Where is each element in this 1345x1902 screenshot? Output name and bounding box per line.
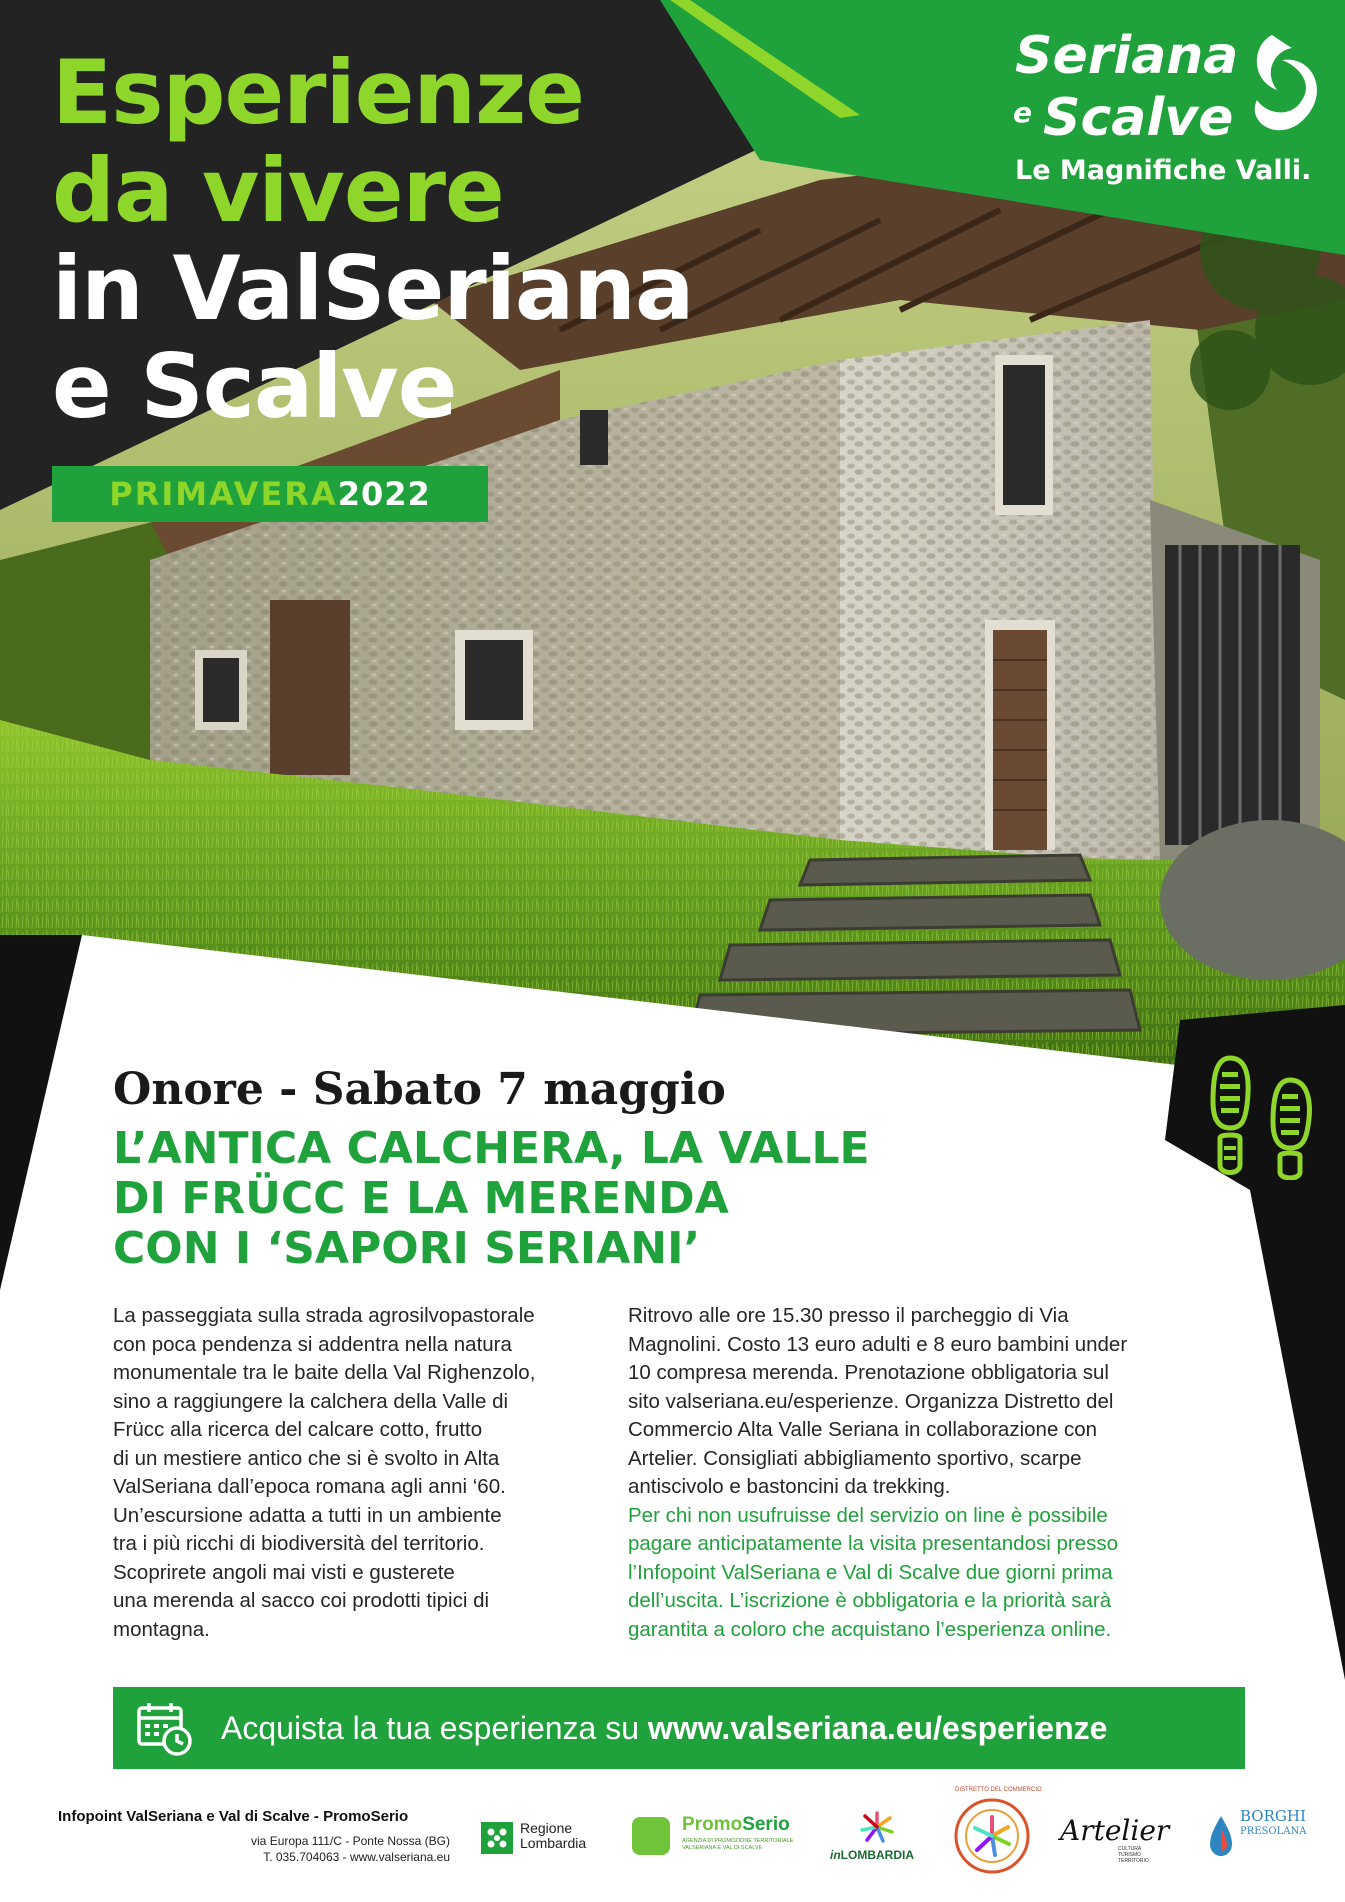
season-label: PRIMAVERA <box>109 475 338 513</box>
rosa-camuna-icon <box>481 1822 513 1854</box>
description-left-line: Frücc alla ricerca del calcare cotto, frutto <box>113 1418 483 1441</box>
description-left <box>113 1302 583 1644</box>
description-right-green-line: dell’uscita. L’iscrizione è obbligatoria e la priorità sarà <box>628 1589 1112 1612</box>
borghi-line2: PRESOLANA <box>1240 1826 1307 1837</box>
inlombardia-logo <box>830 1848 914 1862</box>
description-right-line: Ritrovo alle ore 15.30 presso il parcheggio di Via <box>628 1304 1069 1327</box>
footer-org: Infopoint ValSeriana e Val di Scalve - PromoSerio <box>58 1808 409 1825</box>
promoserio-logo <box>682 1814 790 1836</box>
distretto-commercio-logo-icon <box>953 1797 1031 1875</box>
event-date: Onore - Sabato 7 maggio <box>113 1064 726 1115</box>
inlombardia-a: in <box>830 1848 841 1862</box>
artelier-sub1: CULTURA <box>1118 1846 1142 1852</box>
inlombardia-b: LOMBARDIA <box>840 1848 914 1862</box>
calendar-clock-icon <box>135 1699 195 1759</box>
event-title-line-2: DI FRÜCC E LA MERENDA <box>113 1173 729 1224</box>
title-line-2: da vivere <box>52 139 504 242</box>
cta-url-link[interactable]: www.valseriana.eu/esperienze <box>647 1710 1108 1746</box>
description-right <box>628 1302 1228 1644</box>
regione-lombardia-logo-icon <box>481 1822 513 1854</box>
description-right-line: 10 compresa merenda. Prenotazione obbligatoria sul <box>628 1361 1109 1384</box>
borghi-presolana-logo <box>1240 1808 1306 1840</box>
brand-name-line1: Seriana <box>1015 26 1239 86</box>
title-line-1: Esperienze <box>52 41 584 144</box>
event-title-line-1: L’ANTICA CALCHERA, LA VALLE <box>113 1123 870 1174</box>
promoserio-sub2: VALSERIANA E VAL DI SCALVE <box>682 1845 763 1851</box>
brand-swirl-icon <box>1232 30 1332 140</box>
artelier-logo: Artelier <box>1060 1814 1170 1847</box>
description-left-line: una merenda al sacco coi prodotti tipici di <box>113 1589 490 1612</box>
description-left-line: La passeggiata sulla strada agrosilvopastorale <box>113 1304 535 1327</box>
cta-bar[interactable] <box>113 1687 1245 1769</box>
description-right-green-line: l’Infopoint ValSeriana e Val di Scalve due giorni prima <box>628 1560 1113 1584</box>
regione-lombardia-logo <box>520 1821 586 1851</box>
brand-name-e: e <box>1013 96 1032 129</box>
artelier-sub3: TERRITORIO <box>1118 1858 1149 1864</box>
artelier-sub2: TURISMO <box>1118 1852 1142 1858</box>
inlombardia-star-icon <box>857 1810 897 1844</box>
borghi-line1: BORGHI <box>1240 1807 1306 1825</box>
promoserio-b: Serio <box>742 1814 790 1835</box>
event-title <box>113 1124 1013 1274</box>
description-left-line: monumentale tra le baite della Val Righenzolo, <box>113 1361 536 1384</box>
description-right-green-line: garantita a coloro che acquistano l’esperienza online. <box>628 1617 1112 1641</box>
description-left-line: montagna. <box>113 1617 210 1641</box>
brand-tagline: Le Magnifiche Valli. <box>1015 155 1312 186</box>
regione-line2: Lombardia <box>520 1835 587 1851</box>
season-badge <box>52 466 488 522</box>
brand-name-line2: Scalve <box>1043 88 1234 148</box>
description-right-line: Commercio Alta Valle Seriana in collaborazione con <box>628 1418 1098 1441</box>
footer-contact: T. 035.704063 - www.valseriana.eu <box>263 1850 450 1864</box>
title-line-4: e Scalve <box>52 335 457 438</box>
description-left-line: con poca pendenza si addentra nella natura <box>113 1332 512 1356</box>
distretto-commercio-logo: DISTRETTO DEL COMMERCIO <box>955 1787 1042 1793</box>
description-right-line: Artelier. Consigliati abbigliamento sportivo, scarpe <box>628 1446 1082 1470</box>
description-right-green-line: pagare anticipatamente la visita presentandosi presso <box>628 1532 1119 1555</box>
promoserio-sub1: AGENZIA DI PROMOZIONE TERRITORIALE <box>682 1838 794 1844</box>
artelier-subtitle <box>1118 1846 1149 1864</box>
description-left-line: di un mestiere antico che si è svolto in Alta <box>113 1446 500 1470</box>
regione-line1: Regione <box>520 1820 573 1836</box>
description-right-green-line: Per chi non usufruisse del servizio on line è possibile <box>628 1503 1108 1527</box>
description-left-line: sino a raggiungere la calchera della Valle di <box>113 1389 509 1413</box>
description-left-line: Un’escursione adatta a tutti in un ambiente <box>113 1503 502 1527</box>
promoserio-logo-icon <box>632 1817 670 1855</box>
event-title-line-3: CON I ‘SAPORI SERIANI’ <box>113 1223 701 1274</box>
cta-label: Acquista la tua esperienza su <box>221 1710 648 1746</box>
season-year: 2022 <box>337 475 431 513</box>
description-right-line: Magnolini. Costo 13 euro adulti e 8 euro bambini under <box>628 1332 1128 1356</box>
promoserio-subtitle <box>682 1838 793 1852</box>
promoserio-a: Promo <box>682 1814 743 1835</box>
description-right-line: sito valseriana.eu/esperienze. Organizza Distretto del <box>628 1389 1114 1413</box>
title-line-3: in ValSeriana <box>52 237 694 340</box>
description-right-line: antiscivolo e bastoncini da trekking. <box>628 1475 951 1498</box>
borghi-presolana-drop-icon <box>1208 1814 1234 1858</box>
description-left-line: Scoprirete angoli mai visti e gusterete <box>113 1560 455 1584</box>
footer-address: via Europa 111/C - Ponte Nossa (BG) <box>251 1834 450 1848</box>
footprints-icon <box>1200 1050 1330 1180</box>
cta-text <box>221 1687 1107 1769</box>
description-left-line: ValSeriana dall’epoca romana agli anni ‘60. <box>113 1475 506 1498</box>
description-left-line: tra i più ricchi di biodiversità del territorio. <box>113 1532 485 1555</box>
